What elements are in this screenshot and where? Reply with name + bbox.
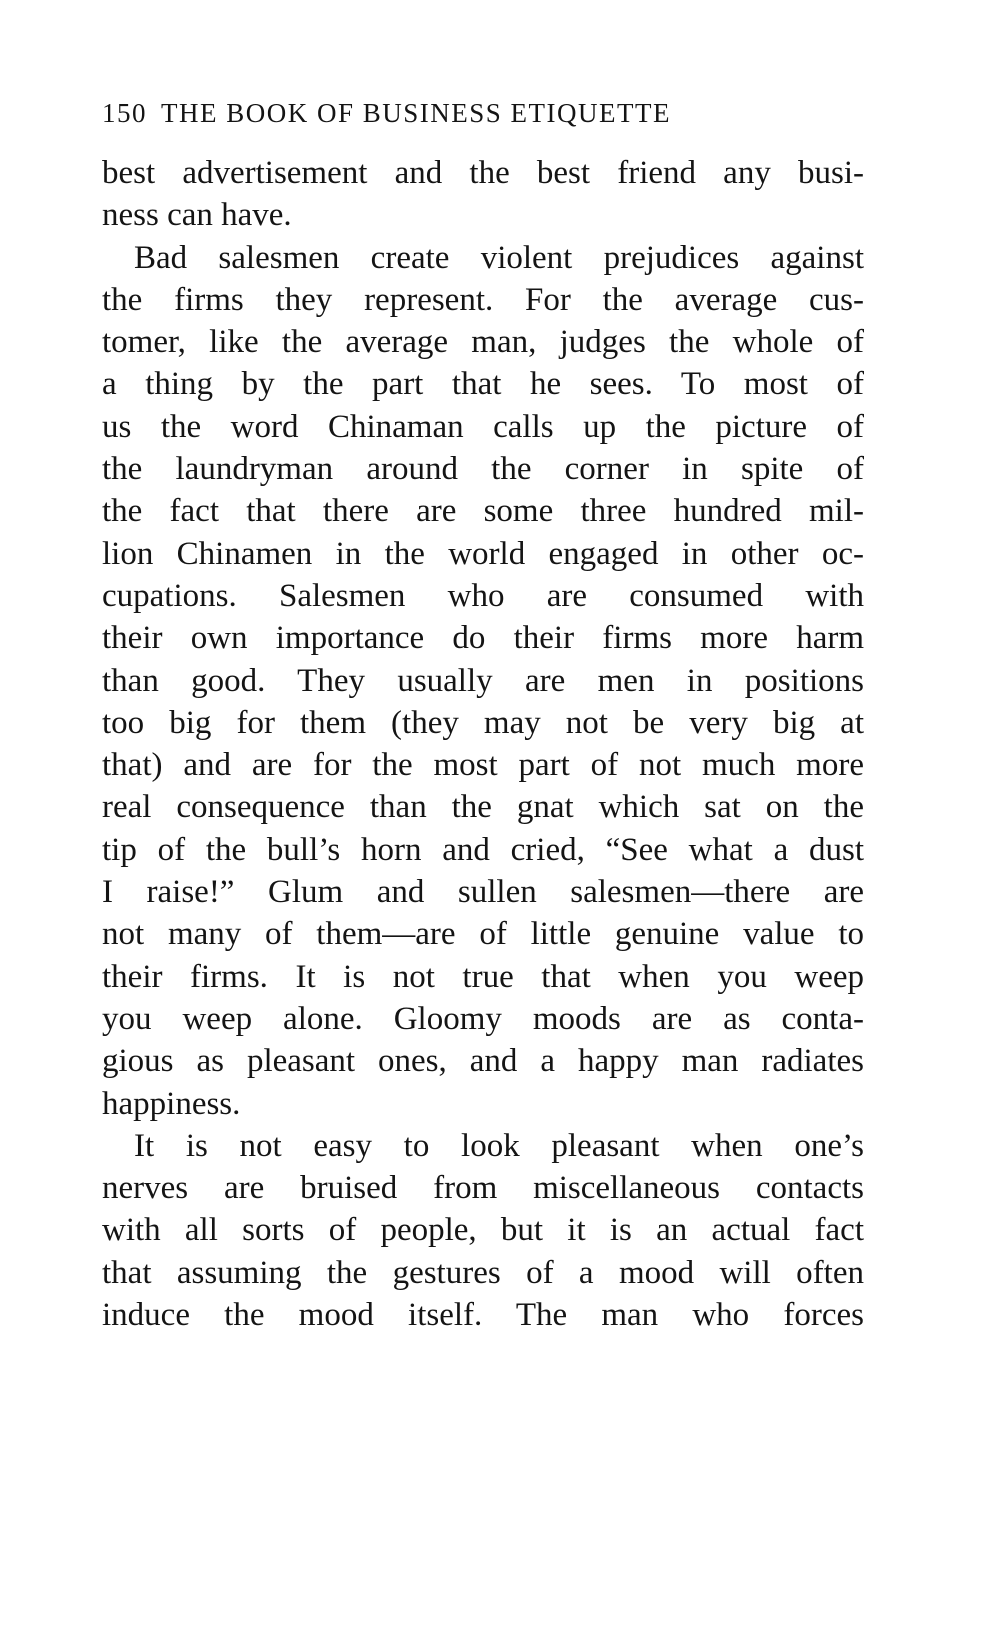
text-line: you weep alone. Gloomy moods are as conta-: [102, 1000, 864, 1037]
text-line: a thing by the part that he sees. To most of: [102, 366, 864, 403]
text-line: their firms. It is not true that when you weep: [102, 958, 864, 995]
running-title: THE BOOK OF BUSINESS ETIQUETTE: [161, 98, 671, 128]
text-line: that assuming the gestures of a mood will often: [102, 1254, 864, 1291]
text-line: induce the mood itself. The man who forces: [102, 1297, 864, 1334]
running-head: [102, 98, 862, 138]
paragraph-look-pleasant: [102, 1125, 864, 1336]
text-line: gious as pleasant ones, and a happy man radiates: [102, 1043, 864, 1080]
body-text: [102, 152, 864, 1336]
text-line: with all sorts of people, but it is an actual fact: [102, 1212, 864, 1249]
text-line: not many of them—are of little genuine value to: [102, 916, 864, 953]
text-line: the firms they represent. For the average cus-: [102, 281, 864, 318]
text-line: tip of the bull’s horn and cried, “See what a dust: [102, 831, 864, 868]
text-line: the laundryman around the corner in spite of: [102, 451, 864, 488]
page-number: 150: [102, 98, 147, 128]
text-line: real consequence than the gnat which sat on the: [102, 789, 864, 826]
text-line: than good. They usually are men in positions: [102, 662, 864, 699]
text-line: I raise!” Glum and sullen salesmen—there are: [102, 874, 864, 911]
text-line: lion Chinamen in the world engaged in other oc-: [102, 535, 864, 572]
text-line: Bad salesmen create violent prejudices against: [134, 239, 864, 276]
text-line: the fact that there are some three hundred mil-: [102, 493, 864, 530]
text-line: cupations. Salesmen who are consumed with: [102, 577, 864, 614]
text-line: It is not easy to look pleasant when one’s: [134, 1127, 864, 1164]
paragraph-continuation: [102, 152, 864, 237]
text-line: that) and are for the most part of not much more: [102, 747, 864, 784]
text-line: happiness.: [102, 1085, 241, 1122]
paragraph-bad-salesmen: [102, 237, 864, 1125]
text-line: us the word Chinaman calls up the picture of: [102, 408, 864, 445]
text-line: their own importance do their firms more harm: [102, 620, 864, 657]
text-line: too big for them (they may not be very big at: [102, 704, 864, 741]
text-line: nerves are bruised from miscellaneous contacts: [102, 1170, 864, 1207]
text-line: best advertisement and the best friend any busi-: [102, 155, 864, 191]
text-line: ness can have.: [102, 197, 292, 234]
text-line: tomer, like the average man, judges the whole of: [102, 324, 864, 361]
